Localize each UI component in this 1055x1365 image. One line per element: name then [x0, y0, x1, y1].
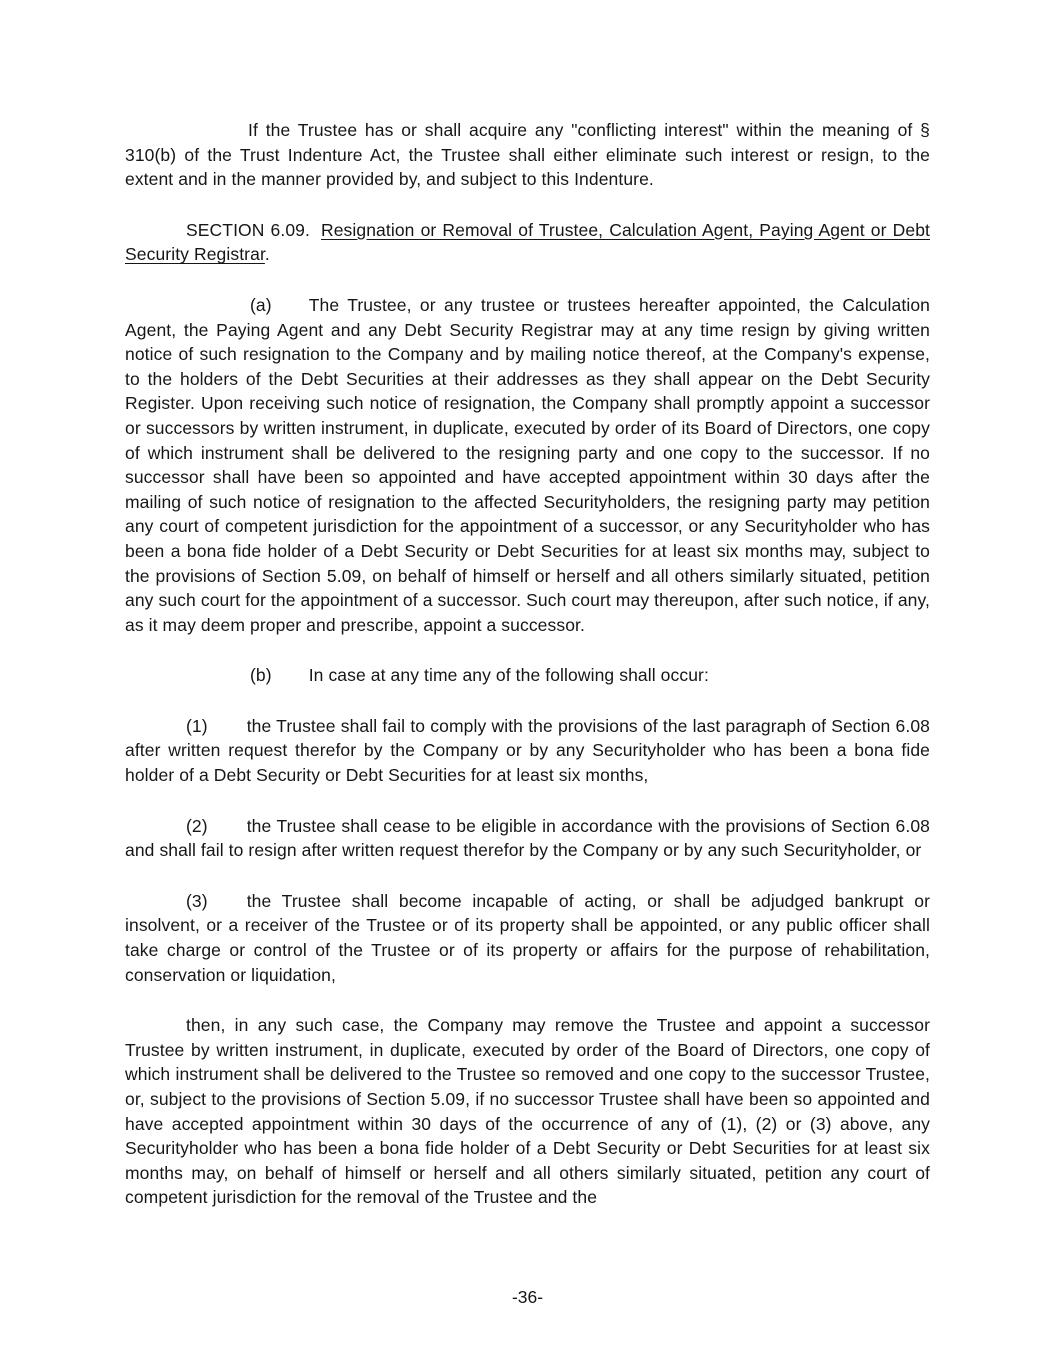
tab-spacer — [272, 310, 309, 311]
paragraph-a-label: (a) — [250, 294, 272, 315]
section-heading-label: SECTION 6.09. — [186, 219, 310, 240]
paragraph-a-text: The Trustee, or any trustee or trustees hereafter appointed, the Calculation Agent, the Paying Agent and any Debt Security Registrar may at any time resign by giving written notice of such resignation to the Company and by mailing notice thereof, at the Company's expense, to the holders of the Debt Securities at their addresses as they shall appear on the Debt Security Register. Upon receiving such notice of resignation, the Company shall promptly appoint a successor or successors by written instrument, in duplicate, executed by order of its Board of Directors, one copy of which instrument shall be delivered to the resigning party and one copy to the successor. If no successor shall have been so appointed and have accepted appointment within 30 days after the mailing of such notice of resignation to the affected Securityholders, the resigning party may petition any court of competent jurisdiction for the appointment of a successor, or any Securityholder who has been a bona fide holder of a Debt Security or Debt Securities for at least six months may, subject to the provisions of Section 5.09, on behalf of himself or herself and all others similarly situated, petition any such court for the appointment of a successor. Such court may thereupon, after such notice, if any, as it may deem proper and prescribe, appoint a successor. — [125, 294, 930, 635]
clause-1 — [125, 714, 930, 788]
paragraph-a — [125, 293, 930, 637]
clause-1-text: the Trustee shall fail to comply with the provisions of the last paragraph of Section 6.08 after written request therefor by the Company or by any Securityholder who has been a bona fide holder of a Debt Security or Debt Securities for at least six months, — [125, 715, 930, 786]
tab-spacer — [272, 680, 309, 681]
paragraph-b-label: (b) — [250, 665, 272, 686]
clause-3-label: (3) — [186, 890, 208, 911]
paragraph-b — [125, 663, 930, 688]
intro-paragraph: If the Trustee has or shall acquire any "conflicting interest" within the meaning of § 310(b) of the Trust Indenture Act, the Trustee shall either eliminate such interest or resign, to the extent and in the manner provided by, and subject to this Indenture. — [125, 120, 930, 190]
closing-paragraph: then, in any such case, the Company may remove the Trustee and appoint a successor Trustee by written instrument, in duplicate, executed by order of the Board of Directors, one copy of which instrument shall be delivered to the Trustee so removed and one copy to the successor Trustee, or, subject to the provisions of Section 5.09, if no successor Trustee shall have been so appointed and have accepted appointment within 30 days of the occurrence of any of (1), (2) or (3) above, any Securityholder who has been a bona fide holder of a Debt Security or Debt Securities for at least six months may, on behalf of himself or herself and all others similarly situated, petition any court of competent jurisdiction for the removal of the Trustee and the — [125, 1015, 930, 1208]
tab-spacer — [310, 235, 321, 236]
paragraph-b-text: In case at any time any of the following shall occur: — [308, 665, 709, 686]
section-heading — [125, 218, 930, 267]
clause-2-text: the Trustee shall cease to be eligible in accordance with the provisions of Section 6.08 and shall fail to resign after written request therefor by the Company or by any such Securityholder, or — [125, 815, 930, 861]
clause-2-label: (2) — [186, 815, 208, 836]
clause-1-label: (1) — [186, 715, 208, 736]
clause-3-text: the Trustee shall become incapable of acting, or shall be adjudged bankrupt or insolvent, or a receiver of the Trustee or of its property shall be appointed, or any public officer shall take charge or control of the Trustee or of its property or affairs for the purpose of rehabilitation, conservation or liquidation, — [125, 890, 930, 985]
tab-spacer — [208, 731, 247, 732]
clause-2 — [125, 814, 930, 863]
tab-spacer — [208, 906, 247, 907]
page-number: -36- — [511, 1287, 544, 1307]
clause-3 — [125, 889, 930, 987]
section-heading-suffix: . — [264, 244, 270, 265]
section-heading-title: Resignation or Removal of Trustee, Calculation Agent, Paying Agent or Debt Security Registrar — [125, 219, 930, 265]
tab-spacer — [208, 831, 247, 832]
